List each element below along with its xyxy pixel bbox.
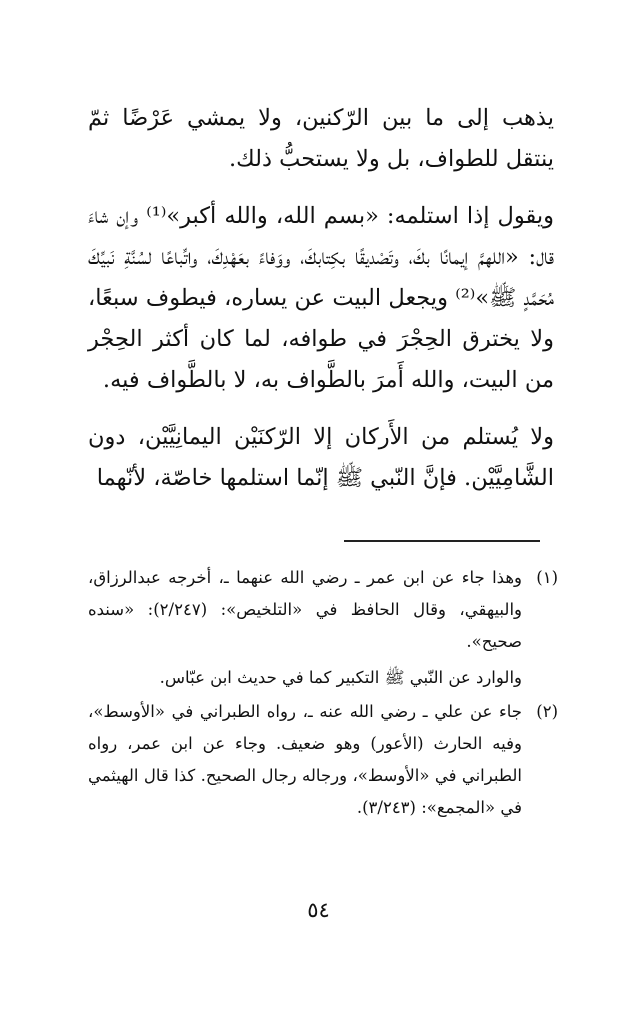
paragraph-2: ويقول إذا استلمه: «بسم الله، والله أكبر»⁽¹⁾ وإن شاءَ قال: «اللهمَّ إيمانًا بكَ، وتَصْديقًا بكِتابكَ، ووَفاءً بعَهْدِكَ، واتِّباعًا لسُنَّةِ نَبيِّكَ مُحَمَّدٍ ﷺ»⁽²⁾ ويجعل البيت عن يساره، فيطوف سبعًا، ولا يخترق الحِجْرَ في طوافه، لما كان أكثر الحِجْر من البيت، والله أَمرَ بالطَّواف به، لا بالطَّواف فيه. (88, 203, 554, 393)
page-number: ٥٤ (307, 898, 330, 922)
footnote-1-extra: والوارد عن النّبي ﷺ التكبير كما في حديث ابن عبّاس. (159, 668, 522, 687)
main-text (88, 98, 554, 499)
footnote-2-number: (٢) (536, 702, 558, 721)
separator-line (344, 540, 540, 542)
footnote-1-text: وهذا جاء عن ابن عمر ـ رضي الله عنهما ـ، أخرجه عبدالرزاق، والبيهقي، وقال الحافظ في «التلخيص»: (٢/٢٤٧): «سنده صحيح». (88, 568, 522, 651)
footnotes (88, 562, 558, 824)
footnote-separator (344, 540, 540, 542)
footnote-1-number: (١) (536, 568, 558, 587)
footnote-2-text: جاء عن علي ـ رضي الله عنه ـ، رواه الطبراني في «الأوسط»، وفيه الحارث (الأعور) وهو ضعيف. وجاء عن ابن عمر، رواه الطبراني في «الأوسط»، ورجاله رجال الصحيح. كذا قال الهيثمي في «المجمع»: (٣/٢٤٣). (88, 702, 522, 817)
footnote-2 (88, 696, 558, 824)
paragraph-1: يذهب إلى ما بين الرّكنين، ولا يمشي عَرْضًا ثمّ ينتقل للطواف، بل ولا يستحبُّ ذلك. (88, 105, 554, 172)
paragraph-3: ولا يُستلم من الأَركان إلا الرّكنَيْن اليمانِيَّيْن، دون الشَّامِيَّيْن. فإنَّ النّبي ﷺ إنّما استلمها خاصّة، لأنّهما (88, 424, 554, 491)
footnote-1 (88, 562, 558, 658)
